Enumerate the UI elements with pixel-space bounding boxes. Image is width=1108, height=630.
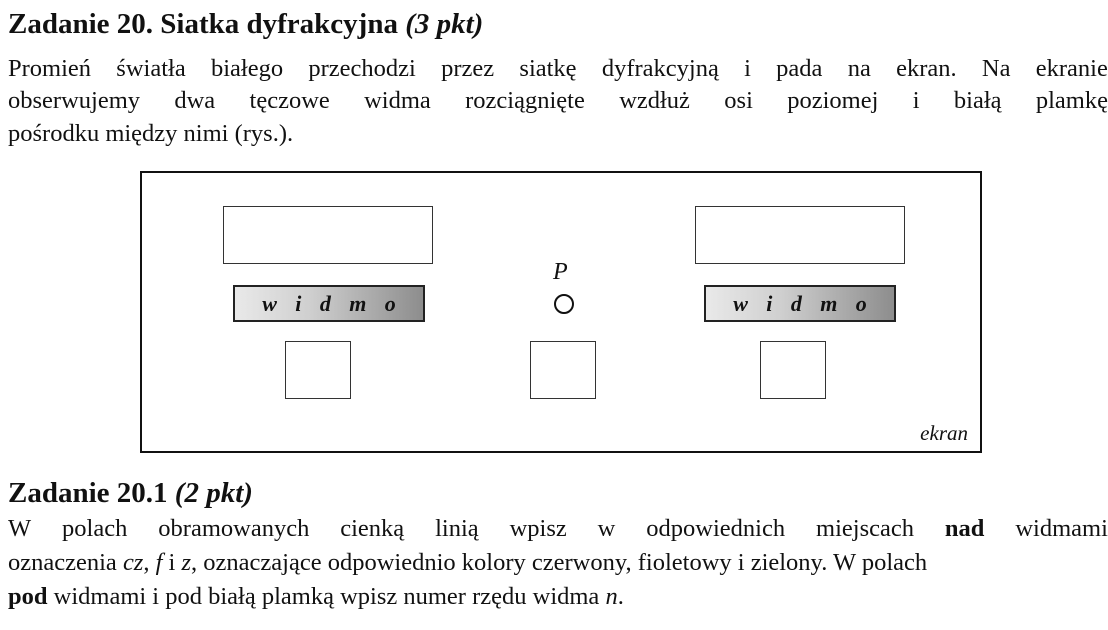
spectrum-letter: w xyxy=(262,290,277,316)
instruction-line-1-word: obramowanych xyxy=(158,515,310,542)
intro-line-2-word: wzdłuż xyxy=(619,87,690,114)
symbol-f: f xyxy=(155,549,163,576)
instruction-line-1 xyxy=(8,512,1108,545)
answer-field-above-left-spectrum[interactable] xyxy=(223,206,433,264)
intro-line-1-word: na xyxy=(847,55,871,82)
instruction-line-1-text xyxy=(8,512,1108,545)
subtask-heading xyxy=(8,475,253,511)
answer-field-below-left-spectrum[interactable] xyxy=(285,341,351,399)
white-spot xyxy=(554,294,574,314)
spectrum-left xyxy=(233,285,425,322)
instruction-line-2-start: oznaczenia xyxy=(8,549,117,576)
period: . xyxy=(617,583,624,610)
intro-line-1-word: przechodzi xyxy=(308,55,416,82)
intro-line-1-word: przez xyxy=(441,55,495,82)
answer-field-above-right-spectrum[interactable] xyxy=(695,206,905,264)
spectrum-letter: o xyxy=(855,290,867,316)
symbol-n: n xyxy=(605,583,618,610)
instruction-line-1-word: odpowiednich xyxy=(646,515,786,542)
instruction-line-1-word: cienką xyxy=(340,515,405,542)
intro-line-2-word: osi xyxy=(724,87,753,114)
subtask-points: (2 pkt) xyxy=(174,477,253,509)
intro-line-1-text xyxy=(8,52,1108,85)
intro-line-2-word: plamkę xyxy=(1035,87,1108,114)
intro-line-1-word: światła xyxy=(116,55,186,82)
intro-line-2-word: białą xyxy=(953,87,1002,114)
keyword-nad: nad xyxy=(944,515,985,542)
spectrum-letter: d xyxy=(319,290,331,316)
instruction-line-1-word: miejscach xyxy=(816,515,914,542)
task-title: Zadanie 20. Siatka dyfrakcyjna xyxy=(8,8,398,40)
spot-label: P xyxy=(553,259,568,285)
intro-line-2-text xyxy=(8,84,1108,117)
intro-line-1-word: białego xyxy=(210,55,284,82)
intro-line-2-word: widma xyxy=(364,87,431,114)
spectrum-letter: m xyxy=(820,290,838,316)
instruction-line-2 xyxy=(8,546,1108,579)
intro-line-3: pośrodku między nimi (rys.). xyxy=(8,120,294,147)
comma: , xyxy=(143,549,150,576)
instruction-line-1-word: W xyxy=(8,515,32,542)
intro-line-2-word: rozciągnięte xyxy=(465,87,585,114)
symbol-z: z xyxy=(181,549,192,576)
instruction-line-3 xyxy=(8,580,1108,613)
conjunction: i xyxy=(168,549,176,576)
intro-line-2-word: poziomej xyxy=(787,87,879,114)
spectrum-letter: i xyxy=(766,290,773,316)
intro-line-2-word: i xyxy=(912,87,920,114)
instruction-line-1-word: polach xyxy=(62,515,128,542)
intro-line-1-word: ekranie xyxy=(1035,55,1108,82)
instruction-line-1-word: widmami xyxy=(1015,515,1108,542)
intro-line-2-word: dwa xyxy=(174,87,216,114)
spectrum-letter: i xyxy=(295,290,302,316)
task-points: (3 pkt) xyxy=(405,8,484,40)
spectrum-letter: d xyxy=(790,290,802,316)
intro-line-1-word: dyfrakcyjną xyxy=(601,55,719,82)
keyword-pod: pod xyxy=(8,583,48,610)
instruction-line-1-word: w xyxy=(597,515,616,542)
task-heading xyxy=(8,6,483,42)
screen-label: ekran xyxy=(920,421,968,445)
answer-field-below-right-spectrum[interactable] xyxy=(760,341,826,399)
instruction-line-1-word: wpisz xyxy=(509,515,567,542)
intro-line-1-word: siatkę xyxy=(519,55,577,82)
spectrum-letter: w xyxy=(733,290,748,316)
intro-line-1-word: i xyxy=(744,55,751,82)
intro-line-1-word: ekran. xyxy=(896,55,957,82)
spectrum-letter: o xyxy=(384,290,396,316)
intro-line-2 xyxy=(8,84,1108,117)
screen-figure xyxy=(140,171,982,453)
intro-line-1-word: Promień xyxy=(8,55,92,82)
intro-line-2-word: obserwujemy xyxy=(8,87,140,114)
instruction-line-3-text: widmami i pod białą plamką wpisz numer rzędu widma xyxy=(53,583,600,610)
spectrum-letter: m xyxy=(349,290,367,316)
symbol-cz: cz xyxy=(122,549,144,576)
intro-line-2-word: tęczowe xyxy=(249,87,330,114)
intro-line-1-word: pada xyxy=(776,55,823,82)
intro-line-1-word: Na xyxy=(981,55,1011,82)
instruction-line-2-end: , oznaczające odpowiednio kolory czerwony, fioletowy i zielony. W polach xyxy=(191,549,928,576)
intro-line-1 xyxy=(8,52,1108,85)
instruction-line-1-word: linią xyxy=(435,515,479,542)
subtask-title: Zadanie 20.1 xyxy=(8,477,168,509)
spectrum-right xyxy=(704,285,896,322)
answer-field-below-spot[interactable] xyxy=(530,341,596,399)
